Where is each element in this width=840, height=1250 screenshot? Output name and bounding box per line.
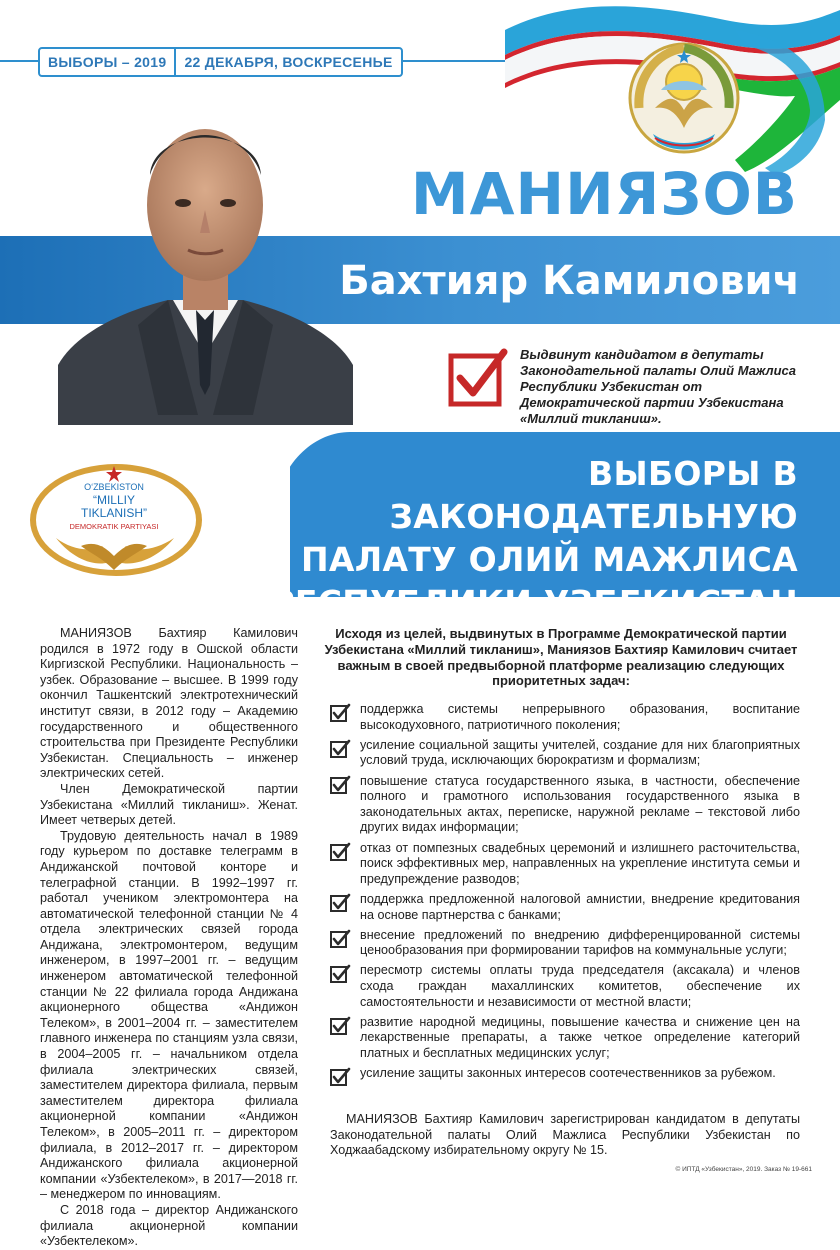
- task-text: отказ от помпезных свадебных церемоний и излишнего расточительства, поиск эффективных мер, направленных на укрепление института семьи и предупреждение разводов;: [360, 840, 800, 886]
- checkbox-icon: [330, 1067, 350, 1087]
- checkbox-icon: [330, 842, 350, 862]
- party-logo: [26, 458, 206, 588]
- task-text: поддержка системы непрерывного образования, воспитание высокодуховного, патриотичного поколения;: [360, 702, 800, 732]
- election-date: 22 ДЕКАБРЯ, ВОСКРЕСЕНЬЕ: [184, 54, 393, 70]
- nomination-check-icon: [448, 348, 508, 408]
- platform-intro: Исходя из целей, выдвинутых в Программе Демократической партии Узбекистана «Миллий тикланиш», Маниязов Бахтияр Камилович считает важным в своей предвыборной платформе реализацию следующих приоритетных задач:: [324, 626, 798, 689]
- bio-paragraph: Член Демократической партии Узбекистана «Миллий тикланиш». Женат. Имеет четверых детей.: [40, 781, 298, 828]
- task-text: пересмотр системы оплаты труда председателя (аксакала) и членов схода граждан махаллинских комитетов, обеспечение их самостоятельности и независимости от местной власти;: [360, 963, 800, 1009]
- task-text: повышение статуса государственного языка, в частности, обеспечение полного и грамотного использования государственного языка в законодательных актах, переписке, наружной рекламе – текстовой либо других видах информации;: [360, 773, 800, 835]
- task-item: [330, 892, 800, 923]
- task-text: развитие народной медицины, повышение качества и снижение цен на лекарственные препараты, а также четкое определение категорий платных и бесплатных медицинских услуг;: [360, 1014, 800, 1061]
- party-logo-line3: TIKLANISH”: [80, 506, 148, 520]
- task-item: [330, 774, 800, 836]
- elections-date-badge: [38, 47, 403, 77]
- task-item: [330, 963, 800, 1010]
- state-emblem-icon: [625, 38, 743, 156]
- checkbox-icon: [330, 929, 350, 949]
- checkbox-icon: [330, 964, 350, 984]
- task-text: внесение предложений по внедрению дифференцированной системы ценообразования при формировании тарифов на коммунальные услуги;: [360, 927, 800, 958]
- checkbox-icon: [330, 1016, 350, 1036]
- task-item: [330, 841, 800, 888]
- bio-paragraph: МАНИЯЗОВ Бахтияр Камилович родился в 1972 году в Ошской области Киргизской Республики. Национальность – узбек. Образование – высшее. В 1999 году окончил Ташкентский электротехнический институт связи, в 2012 году – Академию государственного и общественного строительства при Президенте Республики Узбекистан. Специальность – инженер электрических сетей.: [40, 626, 298, 781]
- candidate-surname: МАНИЯЗОВ: [410, 160, 798, 228]
- candidate-portrait: [58, 95, 353, 425]
- bio-paragraph: С 2018 года – директор Андижанского филиала акционерной компании «Узбектелеком».: [40, 1202, 298, 1249]
- elections-year: ВЫБОРЫ – 2019: [48, 54, 167, 70]
- task-text: поддержка предложенной налоговой амнистии, внедрение кредитования на основе партнерства с банками;: [360, 891, 800, 922]
- registration-statement: МАНИЯЗОВ Бахтияр Камилович зарегистрирован кандидатом в депутаты Законодательной палаты Олий Мажлиса Республики Узбекистан по Ходжаабадскому избирательному округу № 15.: [330, 1112, 800, 1158]
- task-item: [330, 738, 800, 769]
- nomination-statement: Выдвинут кандидатом в депутаты Законодательной палаты Олий Мажлиса Республики Узбекистан от Демократической партии Узбекистана «Миллий тикланиш».: [520, 347, 796, 426]
- checkbox-icon: [330, 739, 350, 759]
- task-item: [330, 928, 800, 959]
- platform-tasks: [330, 702, 800, 1092]
- task-item: [330, 1015, 800, 1062]
- checkbox-icon: [330, 893, 350, 913]
- elections-heading-line2: ПАЛАТУ ОЛИЙ МАЖЛИСА: [301, 540, 798, 579]
- bio-paragraph: Трудовую деятельность начал в 1989 году курьером по доставке телеграмм в Андижанской почтовой конторе и телеграфной станции. В 1992–1997 гг. работал учеником электромонтера на автоматической телефонной станции № 4 отдела электрических связей города Андижана, электромонтером, ведущим инженером, в 1997–2001 гг. – ведущим инженером автоматической телефонной станции № 22 филиала города Андижана акционерного общества «Андижон Телеком», в 2001–2004 гг. – заместителем главного инженера по станциям узла связи, в 2004–2005 гг. – начальником отдела филиала электрических связей, заместителем директора филиала, первым заместителем директора филиала акционерной компании «Андижон Телеком», в 2005–2011 гг. – директором филиала, в 2012–2017 гг. – директором Андижанского филиала акционерной компании «Узбектелеком», в 2017—2018 гг. – менеджером по инновациям.: [40, 828, 298, 1202]
- task-text: усиление социальной защиты учителей, создание для них благоприятных условий труда, исключающих бюрократизм и формализм;: [360, 737, 800, 768]
- task-item: [330, 1066, 800, 1087]
- party-logo-line2: “MILLIY: [92, 493, 136, 507]
- task-item: [330, 702, 800, 733]
- party-logo-line1: O‘ZBEKISTON: [84, 482, 144, 492]
- biography: [40, 626, 298, 1250]
- elections-heading-line1: ВЫБОРЫ В ЗАКОНОДАТЕЛЬНУЮ: [389, 454, 798, 536]
- checkbox-icon: [330, 775, 350, 795]
- print-imprint: © ИПТД «Узбекистан», 2019. Заказ № 19-661: [675, 1166, 812, 1173]
- task-text: усиление защиты законных интересов соотечественников за рубежом.: [360, 1066, 776, 1081]
- checkbox-icon: [330, 703, 350, 723]
- party-logo-line4: DEMOKRATIK PARTIYASI: [69, 522, 159, 531]
- candidate-given-names: Бахтияр Камилович: [339, 258, 800, 304]
